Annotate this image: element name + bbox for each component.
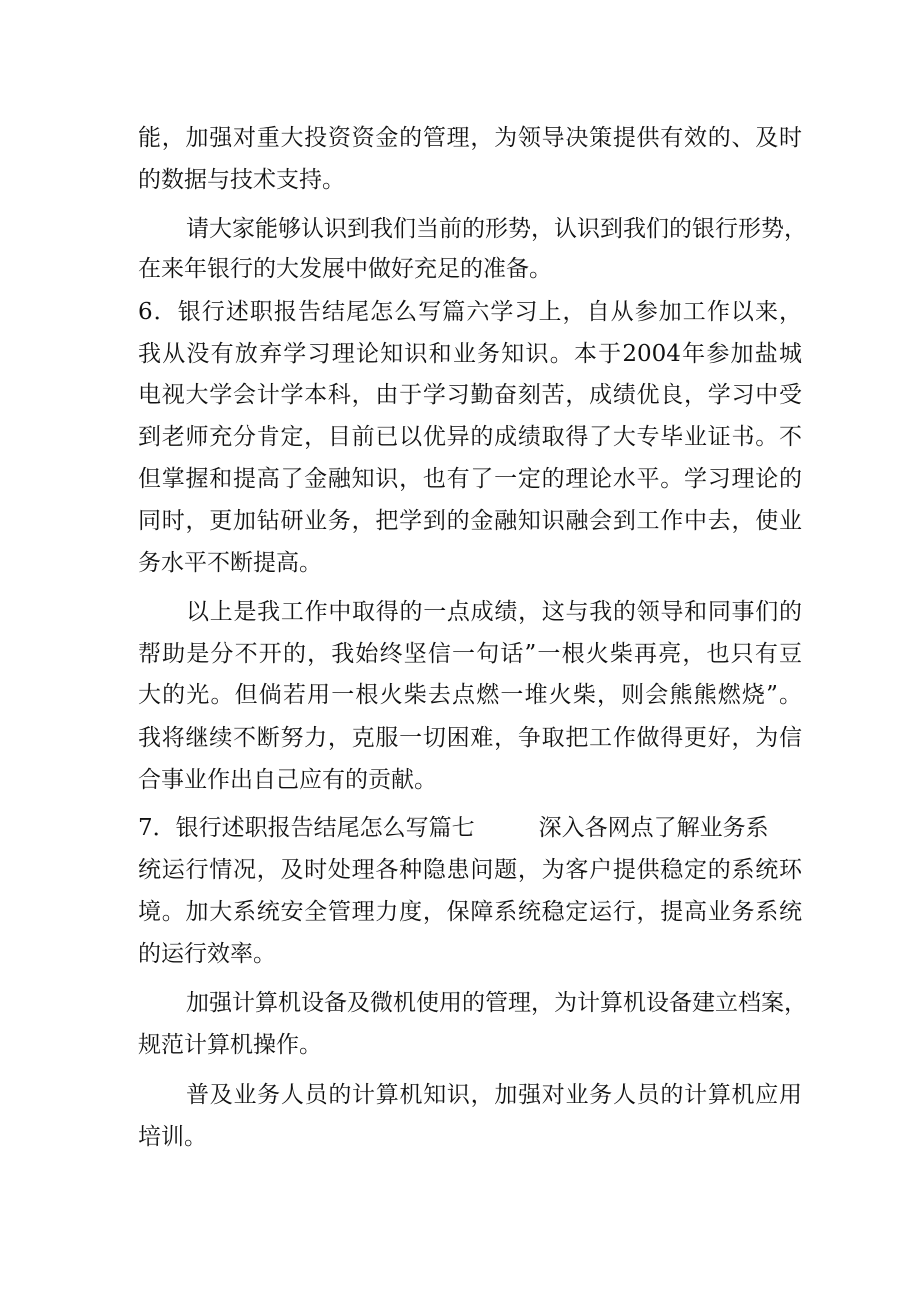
text-line: 到老师充分肯定，目前已以优异的成绩取得了大专毕业证书。不 <box>138 424 802 450</box>
section-heading-6: 6．银行述职报告结尾怎么写篇六学习上，自从参加工作以来， <box>138 299 802 325</box>
text-line: 的数据与技术支持。 <box>138 167 345 193</box>
text-line: 加强计算机设备及微机使用的管理，为计算机设备建立档案， <box>186 990 807 1016</box>
text-line: 的运行效率。 <box>138 941 276 967</box>
section-heading-7-text: 深入各网点了解业务系 <box>538 815 769 841</box>
text-line: 培训。 <box>138 1124 207 1150</box>
text-line: 在来年银行的大发展中做好充足的准备。 <box>138 256 552 282</box>
text-line: 务水平不断提高。 <box>138 550 322 576</box>
text-line: 但掌握和提高了金融知识，也有了一定的理论水平。学习理论的 <box>138 466 802 492</box>
text-line: 电视大学会计学本科，由于学习勤奋刻苦，成绩优良，学习中受 <box>138 382 802 408</box>
text-line: 我从没有放弃学习理论知识和业务知识。本于2004年参加盐城 <box>138 341 802 367</box>
text-line: 我将继续不断努力，克服一切困难，争取把工作做得更好，为信 <box>138 725 802 751</box>
text-line: 帮助是分不开的，我始终坚信一句话”一根火柴再亮，也只有豆 <box>138 641 802 667</box>
text-line: 能，加强对重大投资资金的管理，为领导决策提供有效的、及时 <box>138 125 802 151</box>
text-line: 请大家能够认识到我们当前的形势，认识到我们的银行形势， <box>186 216 807 242</box>
text-line: 大的光。但倘若用一根火柴去点燃一堆火柴，则会熊熊燃烧”。 <box>138 682 802 708</box>
section-heading-7-title: 7．银行述职报告结尾怎么写篇七 <box>138 815 475 841</box>
text-line: 规范计算机操作。 <box>138 1032 322 1058</box>
text-line: 统运行情况，及时处理各种隐患问题，为客户提供稳定的系统环 <box>138 857 802 883</box>
text-line: 境。加大系统安全管理力度，保障系统稳定运行，提高业务系统 <box>138 899 802 925</box>
text-line: 同时，更加钻研业务，把学到的金融知识融会到工作中去，使业 <box>138 508 802 534</box>
text-line: 以上是我工作中取得的一点成绩，这与我的领导和同事们的 <box>186 599 802 625</box>
text-line: 合事业作出自己应有的贡献。 <box>138 767 437 793</box>
text-line: 普及业务人员的计算机知识，加强对业务人员的计算机应用 <box>186 1082 802 1108</box>
section-heading-7 <box>138 813 802 843</box>
